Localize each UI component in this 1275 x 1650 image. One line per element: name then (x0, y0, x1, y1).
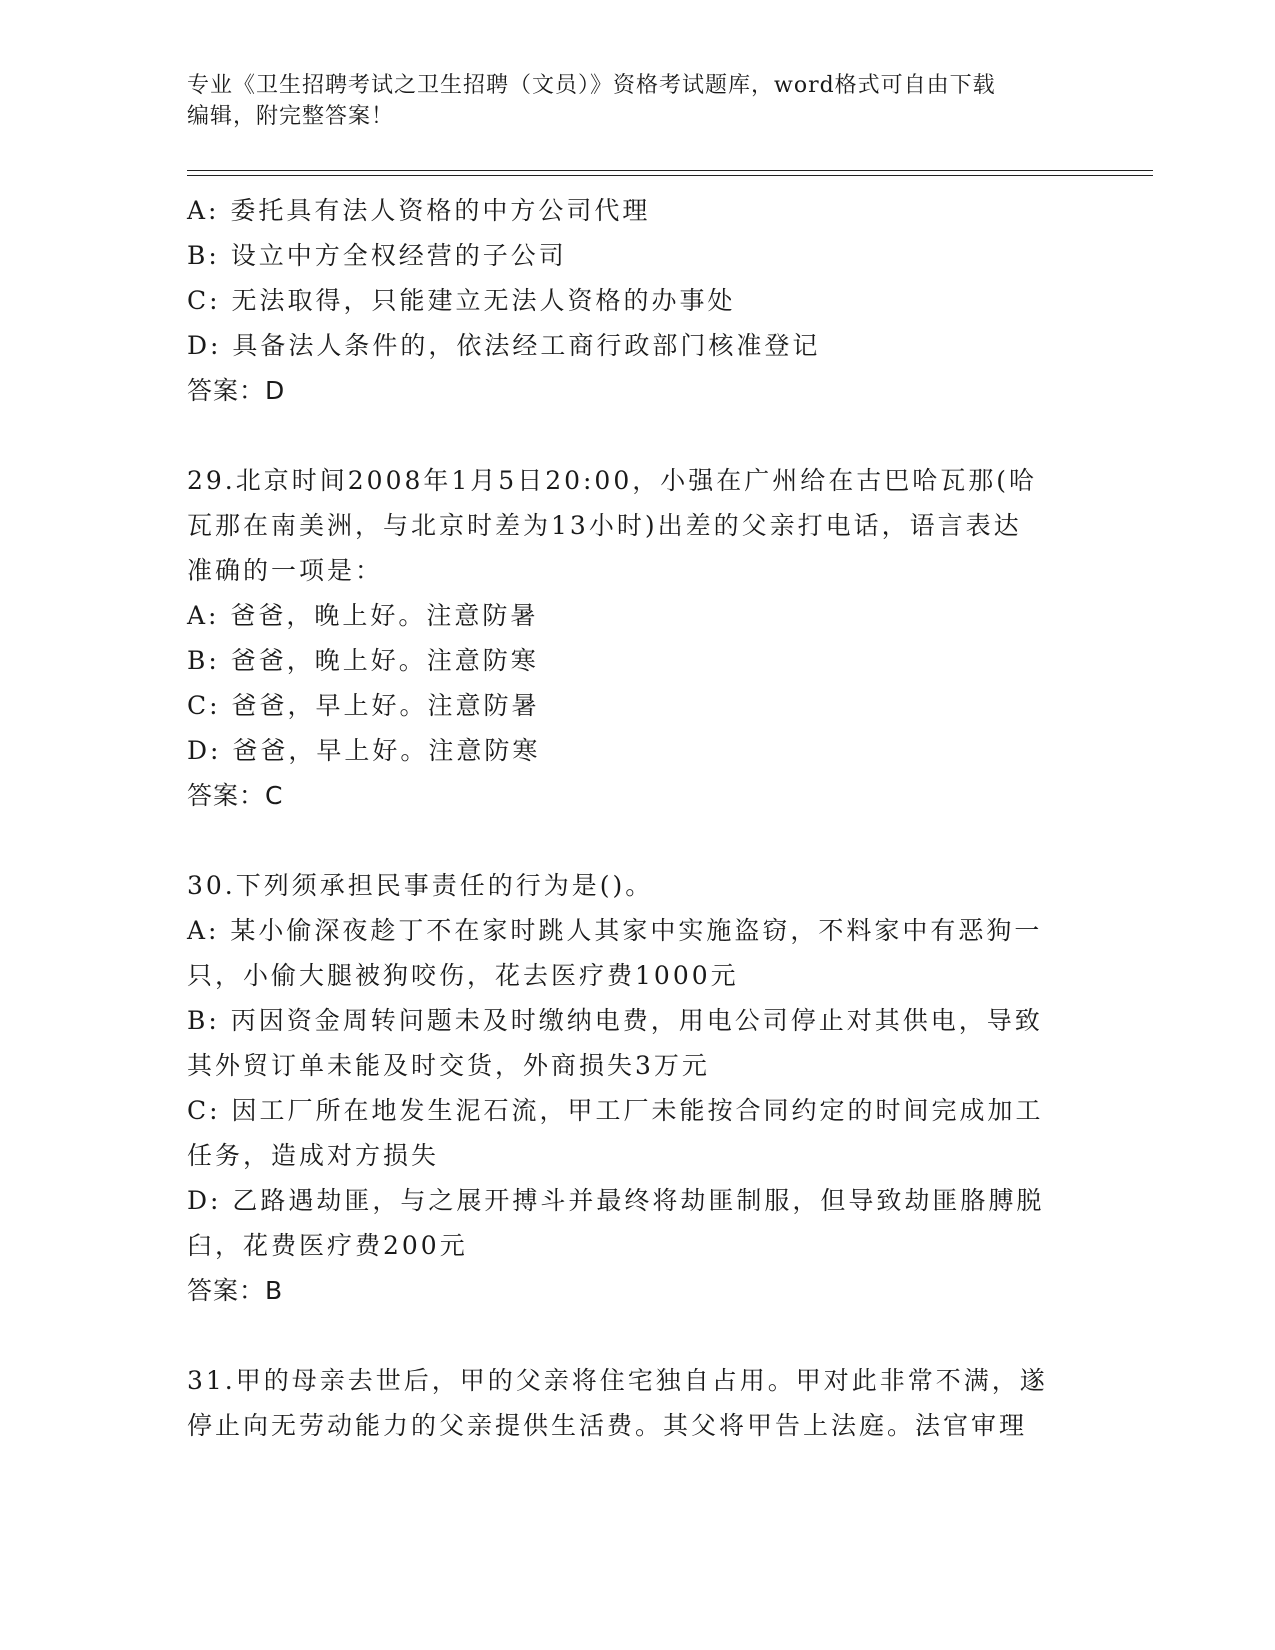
option-line: B: 丙因资金周转问题未及时缴纳电费，用电公司停止对其供电，导致 (187, 1006, 1043, 1035)
option-line: A: 爸爸，晚上好。注意防暑 (187, 601, 539, 630)
option-line: C: 因工厂所在地发生泥石流，甲工厂未能按合同约定的时间完成加工 (187, 1096, 1044, 1125)
option-line: A: 委托具有法人资格的中方公司代理 (187, 196, 651, 225)
stem-line: 停止向无劳动能力的父亲提供生活费。其父将甲告上法庭。法官审理 (187, 1411, 1028, 1440)
spacer (187, 1313, 1087, 1358)
answer-line: 答案：D (187, 376, 286, 405)
option-line: 只，小偷大腿被狗咬伤，花去医疗费1000元 (187, 961, 739, 990)
option-line: 其外贸订单未能及时交货，外商损失3万元 (187, 1051, 710, 1080)
option-line: D: 乙路遇劫匪，与之展开搏斗并最终将劫匪制服，但导致劫匪胳膊脱 (187, 1186, 1045, 1215)
option-line: B: 设立中方全权经营的子公司 (187, 241, 567, 270)
option-line: 臼，花费医疗费200元 (187, 1231, 468, 1260)
question-content (187, 188, 1087, 1448)
stem-line: 准确的一项是： (187, 556, 384, 585)
header-line-2: 编辑，附完整答案！ (187, 104, 395, 129)
stem-line: 30.下列须承担民事责任的行为是()。 (187, 871, 654, 900)
spacer (187, 818, 1087, 863)
option-line: 任务，造成对方损失 (187, 1141, 440, 1170)
header-rule-top (187, 170, 1153, 171)
option-line: D: 具备法人条件的，依法经工商行政部门核准登记 (187, 331, 821, 360)
question-30 (187, 863, 1087, 1313)
option-line: C: 无法取得，只能建立无法人资格的办事处 (187, 286, 736, 315)
option-line: D: 爸爸，早上好。注意防寒 (187, 736, 541, 765)
stem-line: 29.北京时间2008年1月5日20:00，小强在广州给在古巴哈瓦那(哈 (187, 466, 1037, 495)
spacer (187, 413, 1087, 458)
option-line: C: 爸爸，早上好。注意防暑 (187, 691, 540, 720)
stem-line: 31.甲的母亲去世后，甲的父亲将住宅独自占用。甲对此非常不满，遂 (187, 1366, 1048, 1395)
question-29 (187, 458, 1087, 818)
header-rule-bottom (187, 175, 1153, 176)
answer-line: 答案：C (187, 781, 284, 810)
document-header (187, 70, 1087, 132)
stem-line: 瓦那在南美洲，与北京时差为13小时)出差的父亲打电话，语言表达 (187, 511, 1022, 540)
question-28-options (187, 188, 1087, 413)
answer-line: 答案：B (187, 1276, 284, 1305)
question-31 (187, 1358, 1087, 1448)
header-line-1: 专业《卫生招聘考试之卫生招聘（文员）》资格考试题库，word格式可自由下载 (187, 73, 996, 98)
option-line: A: 某小偷深夜趁丁不在家时跳人其家中实施盗窃，不料家中有恶狗一 (187, 916, 1043, 945)
option-line: B: 爸爸，晚上好。注意防寒 (187, 646, 539, 675)
